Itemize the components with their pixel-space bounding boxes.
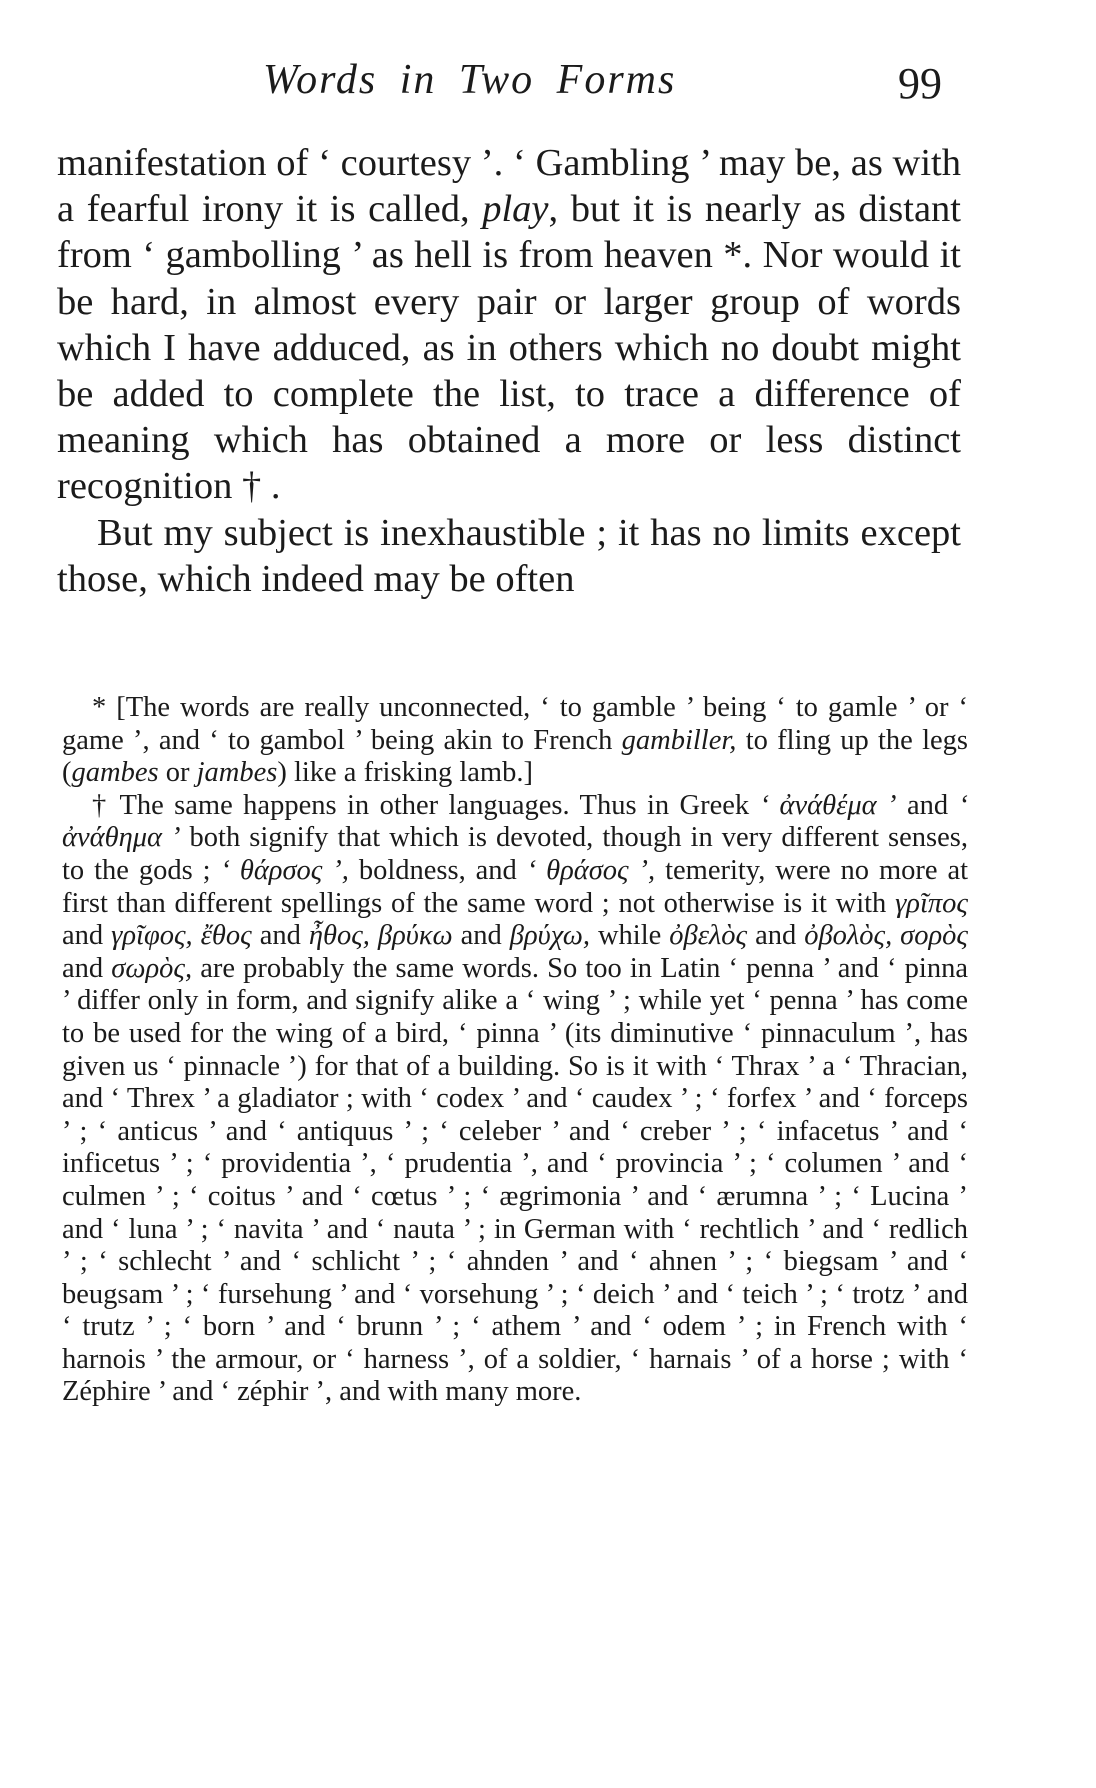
running-head	[0, 56, 1096, 116]
footnote-2-text: † The same happens in other languages. Thus in Greek	[92, 789, 760, 821]
footnotes	[62, 692, 968, 1409]
running-title: Words in Two Forms	[263, 57, 677, 103]
paragraph-1-part-1: manifestation of ‘ courtesy ’. ‘ Gambling ’ may be, as with a fearful irony it is called,	[57, 142, 961, 231]
footnote-2-text: and	[452, 920, 510, 952]
footnote-1-text-d: ) like a frisking lamb.]	[277, 757, 533, 789]
greek-word: ‘ θράσος ’,	[526, 854, 656, 886]
paragraph-1	[57, 140, 961, 510]
italic-jambes: jambes	[196, 757, 278, 789]
italic-play: play	[482, 188, 549, 231]
footnote-2-text: both signify that which is devoted, though in very different senses, to the gods ;	[62, 822, 968, 886]
footnote-1-text-c: or	[158, 757, 197, 789]
greek-word: ὀβολὸς, σορὸς	[804, 920, 968, 952]
footnote-1-text-b: to fling up the legs (	[62, 724, 968, 789]
footnote-2-text: and	[896, 789, 959, 821]
greek-word: γρῖφος, ἔθος	[111, 920, 252, 952]
footnote-2-text: and	[747, 920, 805, 952]
greek-word: ‘ ἀνάθέμα ’	[759, 789, 897, 821]
footnote-2-text: and	[62, 920, 112, 952]
footnote-2-text: are probably the same words. So too in Latin ‘ penna ’ and ‘ pinna ’ differ only in form, and signify alike a ‘ wing ’ ; while yet ‘ penna ’ has come to be used for the wing of a bird, ‘ pinna ’ (its diminutive ‘ pinnaculum ’, has given us ‘ pinnacle ’) for that of a building. So is it with ‘ Thrax ’ a ‘ Thracian, and ‘ Threx ’ a gladiator ; with ‘ codex ’ and ‘ caudex ’ ; ‘ forfex ’ and ‘ forceps ’ ; ‘ anticus ’ and ‘ antiquus ’ ; ‘ celeber ’ and ‘ creber ’ ; ‘ infacetus ’ and ‘ inficetus ’ ; ‘ providentia ’, ‘ prudentia ’, and ‘ provincia ’ ; ‘ columen ’ and ‘ culmen ’ ; ‘ coitus ’ and ‘ cœtus ’ ; ‘ ægrimonia ’ and ‘ ærumna ’ ; ‘ Lucina ’ and ‘ luna ’ ; ‘ navita ’ and ‘ nauta ’ ; in German with ‘ rechtlich ’ and ‘ redlich ’ ; ‘ schlecht ’ and ‘ schlicht ’ ; ‘ ahnden ’ and ‘ ahnen ’ ; ‘ biegsam ’ and ‘ beugsam ’ ; ‘ fursehung ’ and ‘ vorsehung ’ ; ‘ deich ’ and ‘ teich ’ ; ‘ trotz ’ and ‘ trutz ’ ; ‘ born ’ and ‘ brunn ’ ; ‘ athem ’ and ‘ odem ’ ; in French with ‘ harnois ’ the armour, or ‘ harness ’, of a soldier, ‘ harnais ’ of a horse ; with ‘ Zéphire ’ and ‘ zéphir ’, and with many more.	[62, 952, 968, 1408]
paragraph-1-part-2: , but it is nearly as distant from ‘ gambolling ’ as hell is from heaven *. Nor would it be hard, in almost every pair or larger group of words which I have adduced, as in others which no doubt might be added to complete the list, to trace a difference of meaning which has obtained a more or less distinct recognition † .	[57, 188, 961, 508]
footnote-2-text: while	[589, 920, 670, 952]
italic-gambiller: gambiller,	[621, 724, 737, 756]
footnote-dagger	[62, 790, 968, 1409]
footnote-1-text-a: * [The words are really unconnected, ‘ to gamble ’ being ‘ to gamle ’ or ‘ game ’, and ‘ to gambol ’ being akin to French	[62, 692, 968, 756]
footnote-2-text: temerity, were no more at first than different spellings of the same word ; not otherwise is it with	[62, 854, 969, 919]
footnote-2-text: and	[251, 920, 309, 952]
greek-word: βρύχω,	[509, 920, 590, 952]
paragraph-2: But my subject is inexhaustible ; it has no limits except those, which indeed may be often	[57, 511, 961, 600]
page-number: 99	[898, 59, 942, 108]
greek-word: γρῖπος	[895, 887, 968, 919]
footnote-asterisk	[62, 692, 968, 790]
greek-word: ‘ ἀνάθημα ’	[62, 789, 969, 854]
greek-word: ὀβελὸς	[669, 920, 748, 952]
greek-word: ‘ θάρσος ’,	[220, 854, 349, 886]
greek-word: σωρὸς,	[111, 952, 193, 984]
footnote-2-text: and	[62, 952, 112, 984]
main-text	[57, 140, 961, 602]
italic-gambes: gambes	[71, 757, 159, 789]
greek-word: ἦθος, βρύκω	[308, 920, 453, 952]
footnote-2-text: boldness, and	[348, 854, 527, 886]
